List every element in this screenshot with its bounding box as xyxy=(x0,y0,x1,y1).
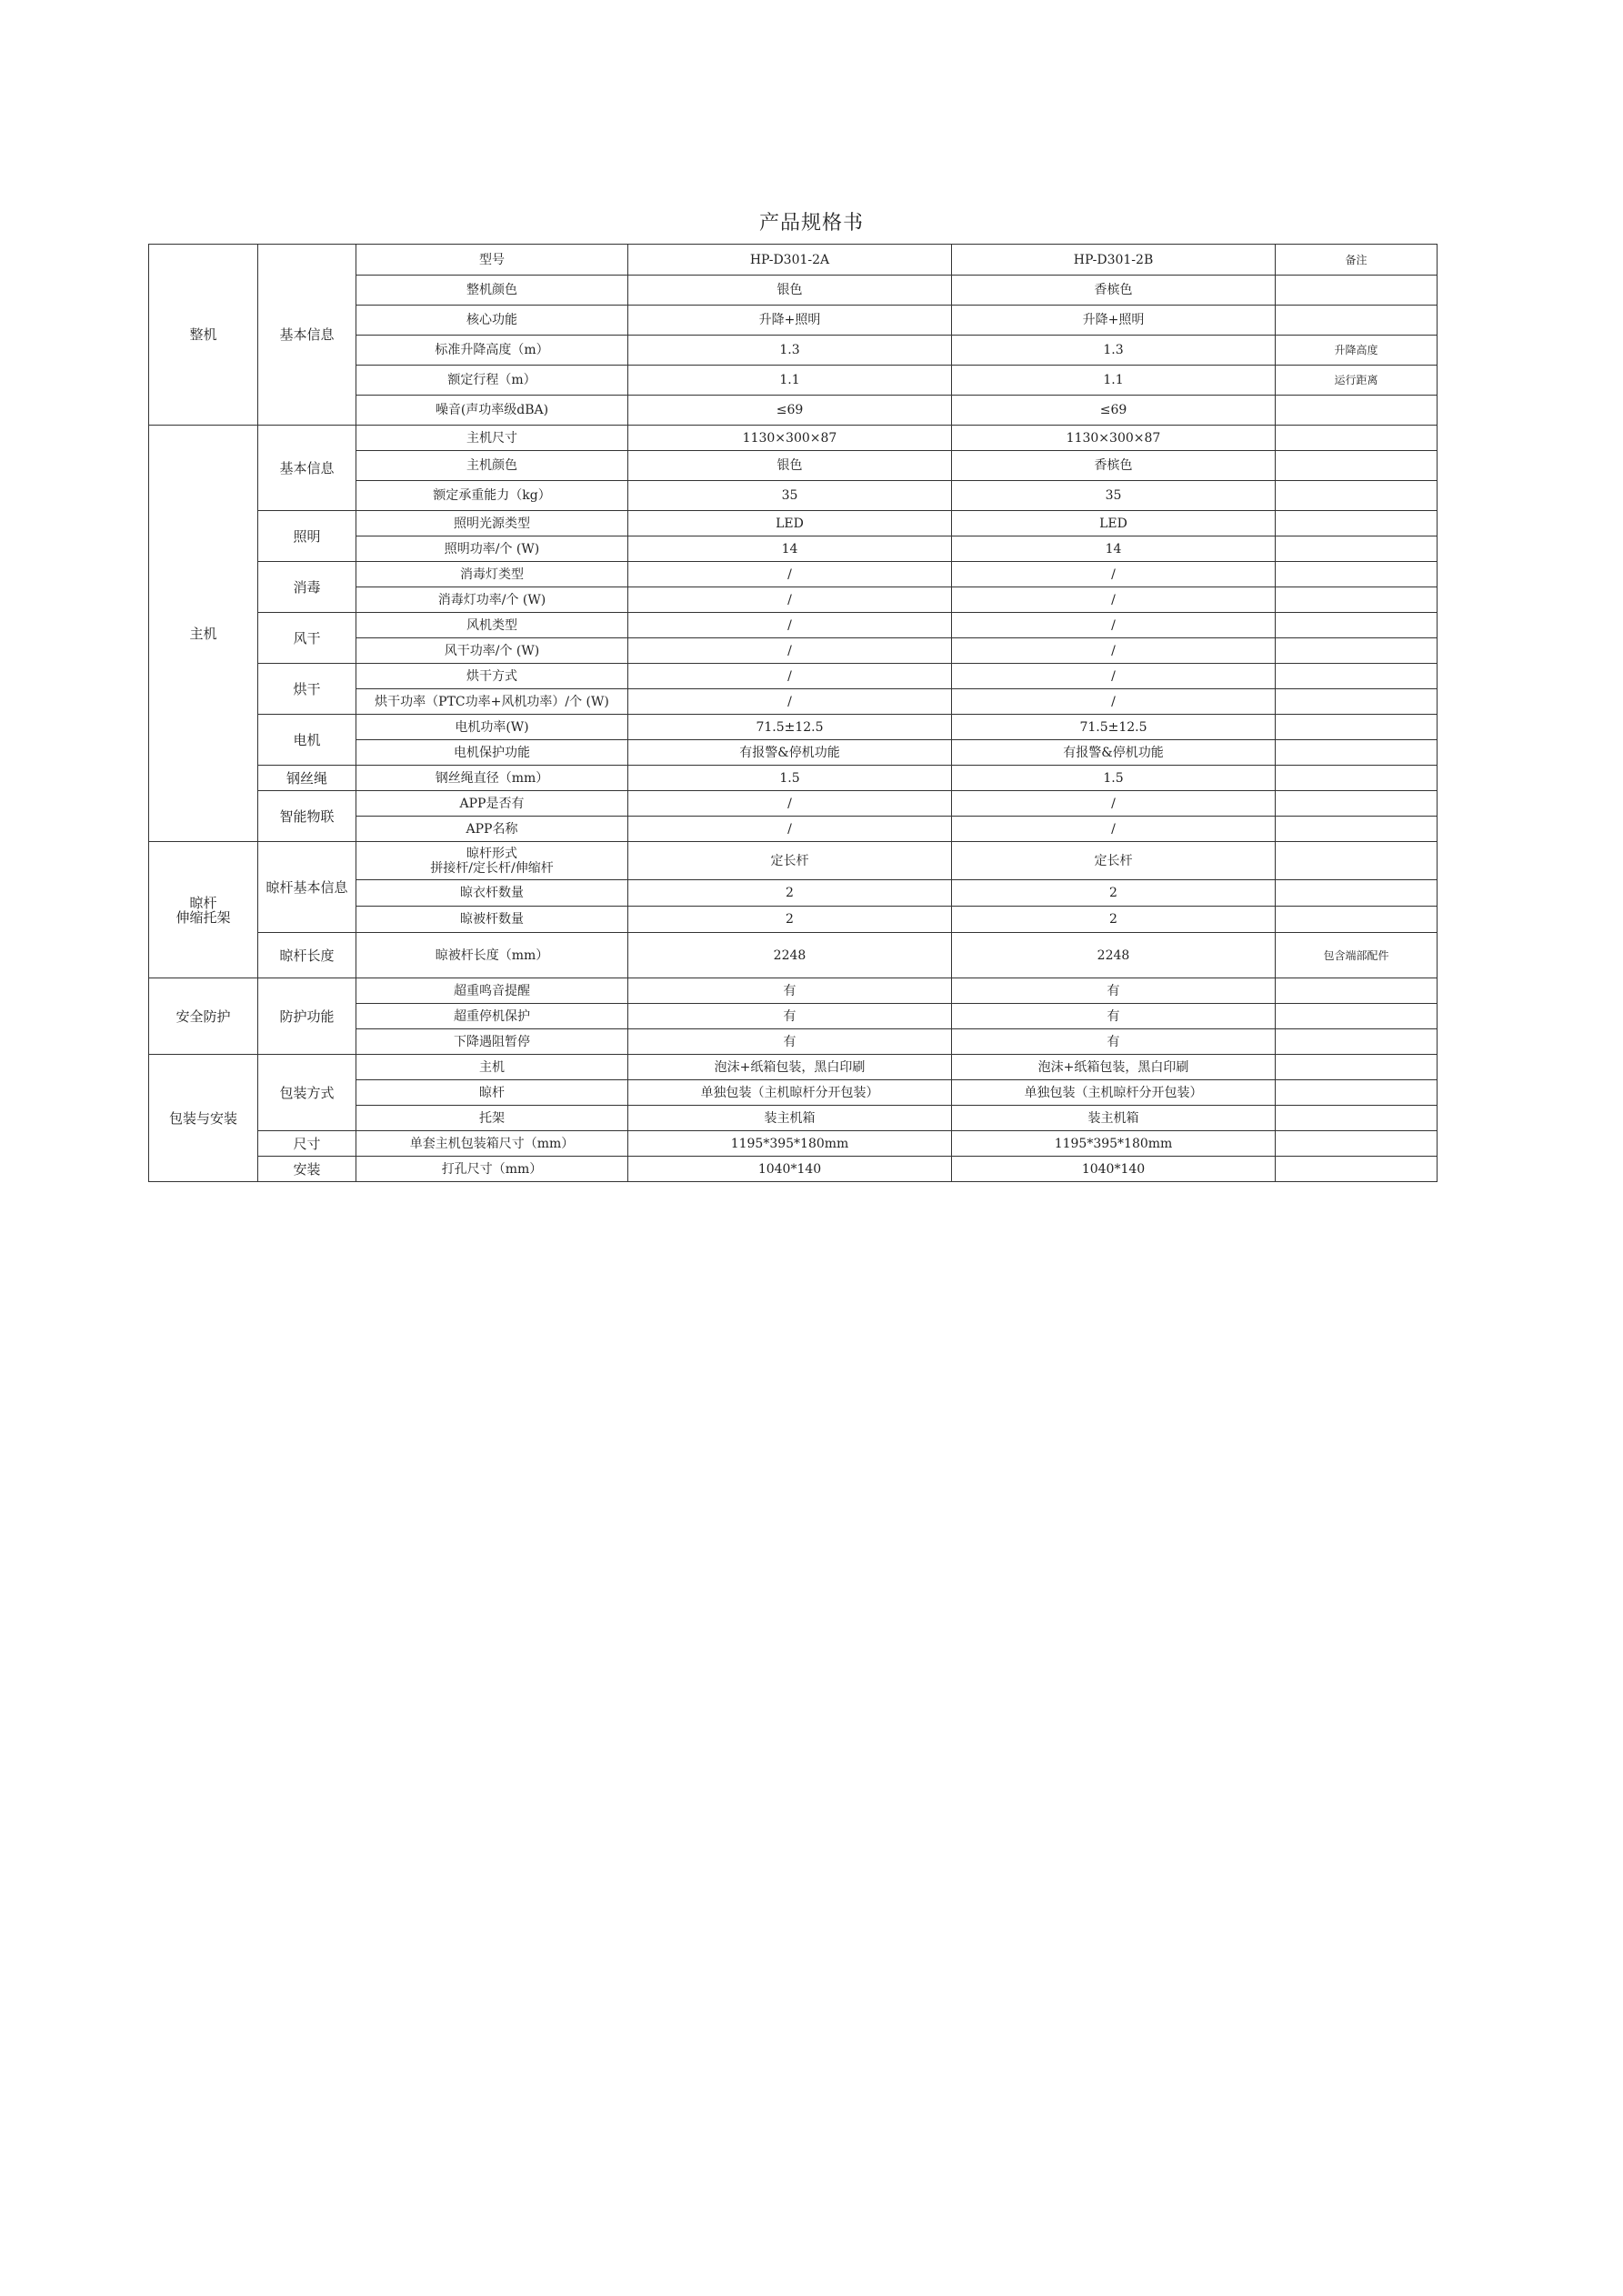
category-cell: 主机 xyxy=(149,426,258,842)
item-cell: 消毒灯类型 xyxy=(356,562,628,587)
value-b-cell: / xyxy=(952,664,1276,689)
subcategory-cell: 基本信息 xyxy=(258,245,356,426)
header-note: 备注 xyxy=(1276,245,1438,276)
value-a-cell: ≤69 xyxy=(628,396,952,426)
item-cell: 晾杆 xyxy=(356,1080,628,1106)
value-b-cell: 定长杆 xyxy=(952,842,1276,880)
value-b-cell: 单独包装（主机晾杆分开包装） xyxy=(952,1080,1276,1106)
note-cell xyxy=(1276,817,1438,842)
item-cell: 主机 xyxy=(356,1055,628,1080)
value-a-cell: 35 xyxy=(628,481,952,511)
subcategory-cell: 防护功能 xyxy=(258,978,356,1055)
table-row xyxy=(149,1055,1438,1080)
table-row xyxy=(149,664,1438,689)
note-cell: 升降高度 xyxy=(1276,336,1438,366)
note-cell: 运行距离 xyxy=(1276,366,1438,396)
table-row xyxy=(149,933,1438,978)
table-row xyxy=(149,842,1438,880)
item-cell: 照明光源类型 xyxy=(356,511,628,536)
item-cell: 标准升降高度（m） xyxy=(356,336,628,366)
value-b-cell: ≤69 xyxy=(952,396,1276,426)
item-cell: 超重停机保护 xyxy=(356,1004,628,1029)
item-cell: 额定承重能力（kg） xyxy=(356,481,628,511)
value-b-cell: 2 xyxy=(952,880,1276,907)
item-cell: 晾被杆长度（mm） xyxy=(356,933,628,978)
value-b-cell: 1.3 xyxy=(952,336,1276,366)
item-cell: 打孔尺寸（mm） xyxy=(356,1157,628,1182)
note-cell xyxy=(1276,536,1438,562)
table-row xyxy=(149,766,1438,791)
item-cell: 超重鸣音提醒 xyxy=(356,978,628,1004)
item-cell: 核心功能 xyxy=(356,306,628,336)
value-b-cell: 14 xyxy=(952,536,1276,562)
note-cell xyxy=(1276,306,1438,336)
value-a-cell: / xyxy=(628,791,952,817)
note-cell xyxy=(1276,664,1438,689)
header-item: 型号 xyxy=(356,245,628,276)
value-a-cell: / xyxy=(628,664,952,689)
note-cell xyxy=(1276,587,1438,613)
value-b-cell: 有 xyxy=(952,1029,1276,1055)
note-cell xyxy=(1276,907,1438,933)
value-b-cell: 1.1 xyxy=(952,366,1276,396)
note-cell xyxy=(1276,1157,1438,1182)
value-a-cell: 升降+照明 xyxy=(628,306,952,336)
note-cell xyxy=(1276,1004,1438,1029)
note-cell xyxy=(1276,276,1438,306)
table-row xyxy=(149,426,1438,451)
note-cell xyxy=(1276,638,1438,664)
category-cell: 整机 xyxy=(149,245,258,426)
note-cell xyxy=(1276,715,1438,740)
note-cell xyxy=(1276,842,1438,880)
value-a-cell: 装主机箱 xyxy=(628,1106,952,1131)
subcategory-cell: 钢丝绳 xyxy=(258,766,356,791)
note-cell xyxy=(1276,791,1438,817)
value-b-cell: 升降+照明 xyxy=(952,306,1276,336)
value-a-cell: 银色 xyxy=(628,276,952,306)
note-cell xyxy=(1276,511,1438,536)
value-a-cell: 14 xyxy=(628,536,952,562)
note-cell xyxy=(1276,766,1438,791)
value-a-cell: 2 xyxy=(628,907,952,933)
value-b-cell: 1130×300×87 xyxy=(952,426,1276,451)
item-cell: 钢丝绳直径（mm） xyxy=(356,766,628,791)
value-a-cell: 有 xyxy=(628,978,952,1004)
subcategory-cell: 电机 xyxy=(258,715,356,766)
value-a-cell: 1195*395*180mm xyxy=(628,1131,952,1157)
value-b-cell: 2 xyxy=(952,907,1276,933)
item-cell: APP名称 xyxy=(356,817,628,842)
item-cell: 烘干功率（PTC功率+风机功率）/个 (W) xyxy=(356,689,628,715)
value-b-cell: / xyxy=(952,613,1276,638)
value-a-cell: 2 xyxy=(628,880,952,907)
value-b-cell: 装主机箱 xyxy=(952,1106,1276,1131)
category-line-1: 晾杆 xyxy=(189,894,217,911)
header-model-b: HP-D301-2B xyxy=(952,245,1276,276)
value-a-cell: 1040*140 xyxy=(628,1157,952,1182)
subcategory-cell: 包装方式 xyxy=(258,1055,356,1131)
note-cell xyxy=(1276,978,1438,1004)
note-cell xyxy=(1276,481,1438,511)
item-cell: 电机保护功能 xyxy=(356,740,628,766)
value-b-cell: 有报警&停机功能 xyxy=(952,740,1276,766)
value-a-cell: / xyxy=(628,689,952,715)
item-cell: 晾衣杆数量 xyxy=(356,880,628,907)
subcategory-cell: 消毒 xyxy=(258,562,356,613)
table-row xyxy=(149,562,1438,587)
value-b-cell: / xyxy=(952,689,1276,715)
value-a-cell: 有 xyxy=(628,1004,952,1029)
value-a-cell: 2248 xyxy=(628,933,952,978)
item-cell: 风机类型 xyxy=(356,613,628,638)
subcategory-cell: 晾杆长度 xyxy=(258,933,356,978)
item-cell: 下降遇阻暂停 xyxy=(356,1029,628,1055)
value-b-cell: 1.5 xyxy=(952,766,1276,791)
value-a-cell: 单独包装（主机晾杆分开包装） xyxy=(628,1080,952,1106)
value-b-cell: / xyxy=(952,638,1276,664)
value-a-cell: 71.5±12.5 xyxy=(628,715,952,740)
item-cell: 整机颜色 xyxy=(356,276,628,306)
note-cell xyxy=(1276,396,1438,426)
value-b-cell: / xyxy=(952,791,1276,817)
category-cell: 安全防护 xyxy=(149,978,258,1055)
value-b-cell: / xyxy=(952,587,1276,613)
value-a-cell: 银色 xyxy=(628,451,952,481)
subcategory-cell: 照明 xyxy=(258,511,356,562)
item-cell: 照明功率/个 (W) xyxy=(356,536,628,562)
subcategory-cell: 基本信息 xyxy=(258,426,356,511)
value-b-cell: LED xyxy=(952,511,1276,536)
item-cell: 电机功率(W) xyxy=(356,715,628,740)
subcategory-cell: 安装 xyxy=(258,1157,356,1182)
item-cell: APP是否有 xyxy=(356,791,628,817)
note-cell xyxy=(1276,689,1438,715)
value-b-cell: 2248 xyxy=(952,933,1276,978)
value-b-cell: 1195*395*180mm xyxy=(952,1131,1276,1157)
item-cell: 主机颜色 xyxy=(356,451,628,481)
note-cell xyxy=(1276,740,1438,766)
value-a-cell: LED xyxy=(628,511,952,536)
table-row xyxy=(149,511,1438,536)
note-cell xyxy=(1276,1055,1438,1080)
value-b-cell: 香槟色 xyxy=(952,276,1276,306)
table-row xyxy=(149,978,1438,1004)
note-cell xyxy=(1276,1029,1438,1055)
note-cell xyxy=(1276,613,1438,638)
category-cell xyxy=(149,842,258,978)
note-cell xyxy=(1276,562,1438,587)
table-header-row xyxy=(149,245,1438,276)
value-a-cell: 1130×300×87 xyxy=(628,426,952,451)
item-cell: 托架 xyxy=(356,1106,628,1131)
page-title: 产品规格书 xyxy=(758,212,864,235)
value-a-cell: / xyxy=(628,613,952,638)
item-line-2: 拼接杆/定长杆/伸缩杆 xyxy=(430,860,554,876)
item-cell: 额定行程（m） xyxy=(356,366,628,396)
table-row xyxy=(149,613,1438,638)
note-cell xyxy=(1276,451,1438,481)
item-cell: 烘干方式 xyxy=(356,664,628,689)
subcategory-cell: 智能物联 xyxy=(258,791,356,842)
value-a-cell: 1.1 xyxy=(628,366,952,396)
subcategory-cell: 烘干 xyxy=(258,664,356,715)
table-row xyxy=(149,1157,1438,1182)
value-b-cell: / xyxy=(952,562,1276,587)
item-line-1: 晾杆形式 xyxy=(466,846,517,861)
item-cell: 消毒灯功率/个 (W) xyxy=(356,587,628,613)
note-cell xyxy=(1276,426,1438,451)
value-b-cell: 有 xyxy=(952,978,1276,1004)
value-a-cell: 泡沫+纸箱包装，黑白印刷 xyxy=(628,1055,952,1080)
value-b-cell: 泡沫+纸箱包装，黑白印刷 xyxy=(952,1055,1276,1080)
value-a-cell: / xyxy=(628,638,952,664)
category-cell: 包装与安装 xyxy=(149,1055,258,1182)
value-a-cell: 1.3 xyxy=(628,336,952,366)
table-row xyxy=(149,791,1438,817)
value-b-cell: 1040*140 xyxy=(952,1157,1276,1182)
item-cell: 主机尺寸 xyxy=(356,426,628,451)
item-cell: 噪音(声功率级dBA) xyxy=(356,396,628,426)
subcategory-cell: 风干 xyxy=(258,613,356,664)
table-row xyxy=(149,715,1438,740)
value-a-cell: 有报警&停机功能 xyxy=(628,740,952,766)
value-b-cell: / xyxy=(952,817,1276,842)
subcategory-cell: 晾杆基本信息 xyxy=(258,842,356,933)
header-model-a: HP-D301-2A xyxy=(628,245,952,276)
value-b-cell: 香槟色 xyxy=(952,451,1276,481)
note-cell: 包含端部配件 xyxy=(1276,933,1438,978)
value-a-cell: 定长杆 xyxy=(628,842,952,880)
value-a-cell: / xyxy=(628,587,952,613)
note-cell xyxy=(1276,880,1438,907)
item-cell: 晾被杆数量 xyxy=(356,907,628,933)
value-a-cell: / xyxy=(628,562,952,587)
value-a-cell: 有 xyxy=(628,1029,952,1055)
value-a-cell: 1.5 xyxy=(628,766,952,791)
item-cell xyxy=(356,842,628,880)
note-cell xyxy=(1276,1080,1438,1106)
table-row xyxy=(149,1131,1438,1157)
note-cell xyxy=(1276,1106,1438,1131)
value-a-cell: / xyxy=(628,817,952,842)
item-cell: 风干功率/个 (W) xyxy=(356,638,628,664)
note-cell xyxy=(1276,1131,1438,1157)
spec-table xyxy=(148,244,1438,1182)
value-b-cell: 71.5±12.5 xyxy=(952,715,1276,740)
category-line-2: 伸缩托架 xyxy=(175,908,231,926)
item-cell: 单套主机包装箱尺寸（mm） xyxy=(356,1131,628,1157)
subcategory-cell: 尺寸 xyxy=(258,1131,356,1157)
value-b-cell: 有 xyxy=(952,1004,1276,1029)
value-b-cell: 35 xyxy=(952,481,1276,511)
